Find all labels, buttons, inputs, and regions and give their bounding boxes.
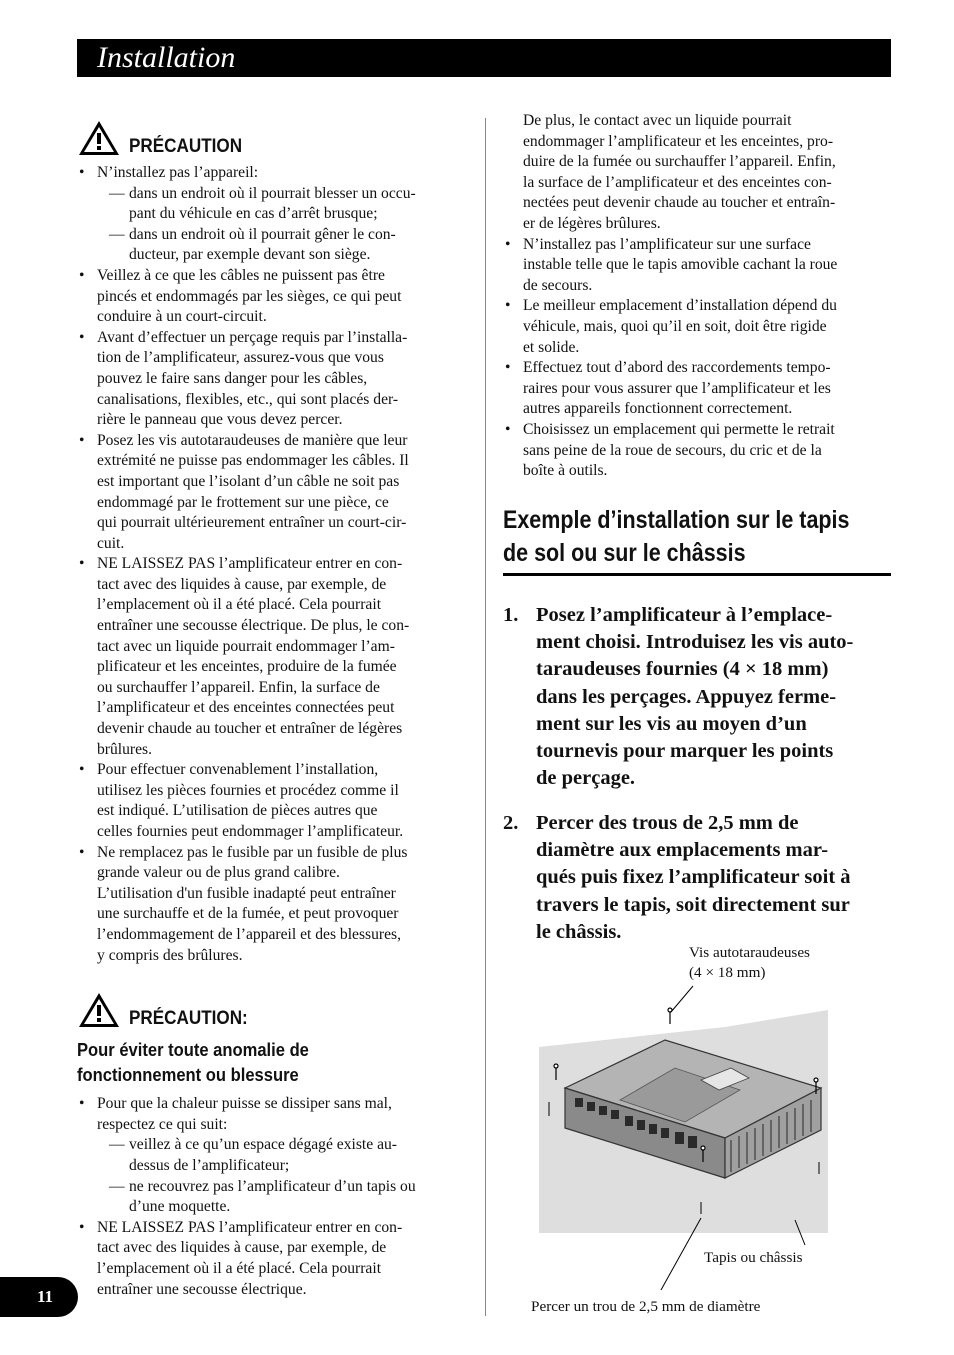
text-line: pincés et endommagés par les sièges, ce qui peut: [97, 287, 402, 305]
text-line: de secours.: [523, 276, 593, 294]
list-item: [503, 358, 893, 420]
mat-label: Tapis ou châssis: [704, 1249, 803, 1266]
text-line: • Posez les vis autotaraudeuses de manière que leur: [97, 431, 408, 449]
text-line: nectées peut devenir chaude au toucher et entraîn-: [523, 194, 836, 212]
warning-icon: [77, 119, 121, 157]
page-number-tab: [0, 1277, 78, 1317]
steps-list: [503, 602, 893, 947]
list-item: [503, 296, 893, 358]
text-line: • Ne remplacez pas le fusible par un fusible de plus: [97, 843, 408, 861]
text-line: la surface de l’amplificateur et des enceintes con-: [523, 173, 832, 191]
list-item: [503, 235, 893, 297]
list-item: [77, 843, 467, 967]
sub-item: [77, 1177, 467, 1218]
list-item: [77, 1094, 467, 1218]
page-title: Installation: [97, 41, 236, 74]
list-item: [77, 760, 467, 842]
caution-list-2: [77, 1094, 467, 1300]
list-item: [77, 328, 467, 431]
text-line: boîte à outils.: [523, 462, 608, 480]
text-line: ne recouvrez pas l’amplificateur d’un tapis ou: [129, 1177, 416, 1195]
text-line: tact avec un liquide pourrait endommager l’am-: [97, 637, 395, 655]
caution-title: PRÉCAUTION: [129, 136, 243, 157]
text-line: Percer des trous de 2,5 mm de: [536, 811, 799, 834]
text-line: • Pour effectuer convenablement l’installation,: [97, 761, 379, 779]
text-line: entraîner une secousse électrique. De plus, le con-: [97, 617, 410, 635]
step-item: [503, 810, 893, 946]
list-item: [77, 266, 467, 328]
text-line: De plus, le contact avec un liquide pourrait: [523, 112, 792, 129]
text-line: tion de l’amplificateur, assurez-vous que vous: [97, 349, 384, 367]
list-item: [77, 163, 467, 266]
column-divider: [485, 118, 486, 1316]
text-line: dessus de l’amplificateur;: [129, 1156, 290, 1174]
text-line: rière le panneau que vous devez percer.: [97, 411, 343, 429]
text-line: veillez à ce qu’un espace dégagé existe au-: [129, 1136, 397, 1154]
text-line: respectez ce qui suit:: [97, 1115, 228, 1133]
text-line: • NE LAISSEZ PAS l’amplificateur entrer en con-: [97, 555, 403, 573]
text-line: et solide.: [523, 338, 580, 356]
screws-label: [689, 943, 810, 983]
text-line: • NE LAISSEZ PAS l’amplificateur entrer en con-: [97, 1218, 403, 1236]
text-line: • N’installez pas l’appareil:: [97, 164, 259, 181]
title-line: de sol ou sur le châssis: [503, 538, 746, 567]
text-line: • N’installez pas l’amplificateur sur une surface: [523, 235, 811, 253]
text-line: canalisations, flexibles, etc., qui sont placés der-: [97, 390, 399, 408]
text-line: tournevis pour marquer les points: [536, 740, 834, 763]
text-line: Posez l’amplificateur à l’emplace-: [536, 603, 833, 626]
text-line: d’une moquette.: [129, 1198, 231, 1216]
text-line: autres appareils fonctionnent correctement.: [523, 400, 793, 418]
sub-item: [77, 1135, 467, 1176]
text-line: travers le tapis, soit directement sur: [536, 893, 850, 916]
text-line: diamètre aux emplacements mar-: [536, 839, 829, 862]
text-line: duire de la fumée ou surchauffer l’appareil. Enfin,: [523, 153, 836, 171]
text-line: instable telle que le tapis amovible cachant la roue: [523, 256, 838, 274]
list-item: [503, 420, 893, 482]
text-line: L’utilisation d'un fusible inadapté peut entraîner: [97, 884, 396, 902]
sub-item: [77, 184, 467, 225]
text-line: pant du véhicule en cas d’arrêt brusque;: [129, 205, 378, 223]
list-item: [77, 431, 467, 555]
step-item: [503, 602, 893, 793]
text-line: dans un endroit où il pourrait blesser un occu-: [129, 184, 416, 202]
list-item: [77, 1218, 467, 1300]
text-line: est indiqué. L’utilisation de pièces autres que: [97, 802, 378, 820]
text-line: • Pour que la chaleur puisse se dissiper sans mal,: [97, 1095, 392, 1113]
text-line: l’emplacement où il a été placé. Cela pourrait: [97, 596, 382, 614]
right-bullet-list: [503, 235, 893, 482]
text-line: tact avec des liquides à cause, par exemple, de: [97, 1239, 387, 1257]
right-column: [503, 111, 893, 963]
text-line: entraîner une secousse électrique.: [97, 1280, 307, 1298]
text-line: er de légères brûlures.: [523, 214, 661, 232]
subtitle-line: Pour éviter toute anomalie de: [77, 1040, 309, 1061]
text-line: qués puis fixez l’amplificateur soit à: [536, 866, 851, 889]
text-line: taraudeuses fournies (4 × 18 mm): [536, 658, 829, 681]
text-line: devenir chaude au toucher et entraîner de légères: [97, 720, 403, 738]
step-number: 2.: [503, 811, 519, 834]
text-line: endommager l’amplificateur et les enceintes, pro-: [523, 132, 834, 150]
text-line: le châssis.: [536, 920, 622, 943]
title-line: Exemple d’installation sur le tapis: [503, 505, 850, 534]
text-line: • Le meilleur emplacement d’installation dépend du: [523, 297, 837, 315]
text-line: • Veillez à ce que les câbles ne puissent pas être: [97, 266, 385, 284]
continuation-text: [503, 111, 893, 235]
text-line: ducteur, par exemple devant son siège.: [129, 246, 371, 264]
text-line: celles fournies peut endommager l’amplificateur.: [97, 823, 404, 840]
text-line: utilisez les pièces fournies et procédez comme il: [97, 781, 399, 799]
text-line: l’emplacement où il a été placé. Cela pourrait: [97, 1259, 382, 1277]
caution-heading-2: [77, 990, 467, 1030]
installation-figure: [525, 940, 885, 1325]
text-line: dans les perçages. Appuyez ferme-: [536, 685, 837, 708]
dash-marker: —: [109, 225, 125, 243]
caution-heading: [77, 118, 467, 158]
text-line: • Effectuez tout d’abord des raccordements tempo-: [523, 359, 831, 377]
header-bar: [77, 39, 891, 77]
text-line: • Avant d’effectuer un perçage requis par l’installa-: [97, 328, 408, 346]
text-line: l’amplificateur et des enceintes connectées peut: [97, 699, 395, 717]
text-line: endommagé par le frottement sur une pièce, ce: [97, 493, 389, 511]
text-line: dans un endroit où il pourrait gêner le con-: [129, 225, 396, 243]
text-line: plificateur et les enceintes, produire de la fumée: [97, 658, 397, 676]
text-line: extrémité ne puisse pas endommager les câbles. Il: [97, 452, 409, 470]
text-line: de perçage.: [536, 767, 636, 790]
warning-icon: [77, 991, 121, 1029]
text-line: qui pourrait ultérieurement entraîner un court-cir-: [97, 514, 407, 532]
text-line: pouvez le faire sans danger pour les câbles,: [97, 369, 368, 387]
list-item: [77, 554, 467, 760]
text-line: raires pour vous assurer que l’amplificateur et les: [523, 379, 831, 397]
text-line: cuit.: [97, 534, 125, 552]
text-line: • Choisissez un emplacement qui permette le retrait: [523, 420, 835, 438]
subtitle-line: fonctionnement ou blessure: [77, 1065, 299, 1086]
left-column: [77, 118, 467, 1300]
caution-subtitle: [77, 1038, 464, 1088]
sub-item: [77, 225, 467, 266]
page-number: 11: [37, 1287, 54, 1306]
text-line: tact avec des liquides à cause, par exemple, de: [97, 575, 387, 593]
dash-marker: —: [109, 184, 125, 202]
dash-marker: —: [109, 1136, 125, 1154]
caution-list: [77, 163, 467, 966]
text-line: ment sur les vis au moyen d’un: [536, 712, 807, 735]
text-line: brûlures.: [97, 740, 152, 758]
step-number: 1.: [503, 603, 519, 626]
text-line: ou surchauffer l’appareil. Enfin, la surface de: [97, 678, 380, 696]
text-line: véhicule, mais, quoi qu’il en soit, doit être rigide: [523, 317, 827, 335]
text-line: une surchauffe et de la fumée, et peut provoquer: [97, 905, 399, 923]
text-line: sans peine de la roue de secours, du cric et de la: [523, 441, 822, 459]
text-line: grande valeur ou de plus grand calibre.: [97, 864, 340, 882]
label-line: Vis autotaraudeuses: [689, 944, 810, 961]
section-rule: [503, 573, 891, 576]
caution-title-2: PRÉCAUTION:: [129, 1008, 248, 1030]
text-line: l’endommagement de l’appareil et des blessures,: [97, 925, 401, 943]
text-line: y compris des brûlures.: [97, 946, 243, 964]
text-line: ment choisi. Introduisez les vis auto-: [536, 630, 854, 653]
text-line: conduire à un court-circuit.: [97, 308, 267, 326]
dash-marker: —: [109, 1177, 125, 1195]
text-line: est important que l’isolant d’un câble ne soit pas: [97, 472, 400, 490]
section-title: [503, 504, 892, 570]
label-line: (4 × 18 mm): [689, 964, 766, 981]
drill-label: Percer un trou de 2,5 mm de diamètre: [531, 1298, 761, 1315]
